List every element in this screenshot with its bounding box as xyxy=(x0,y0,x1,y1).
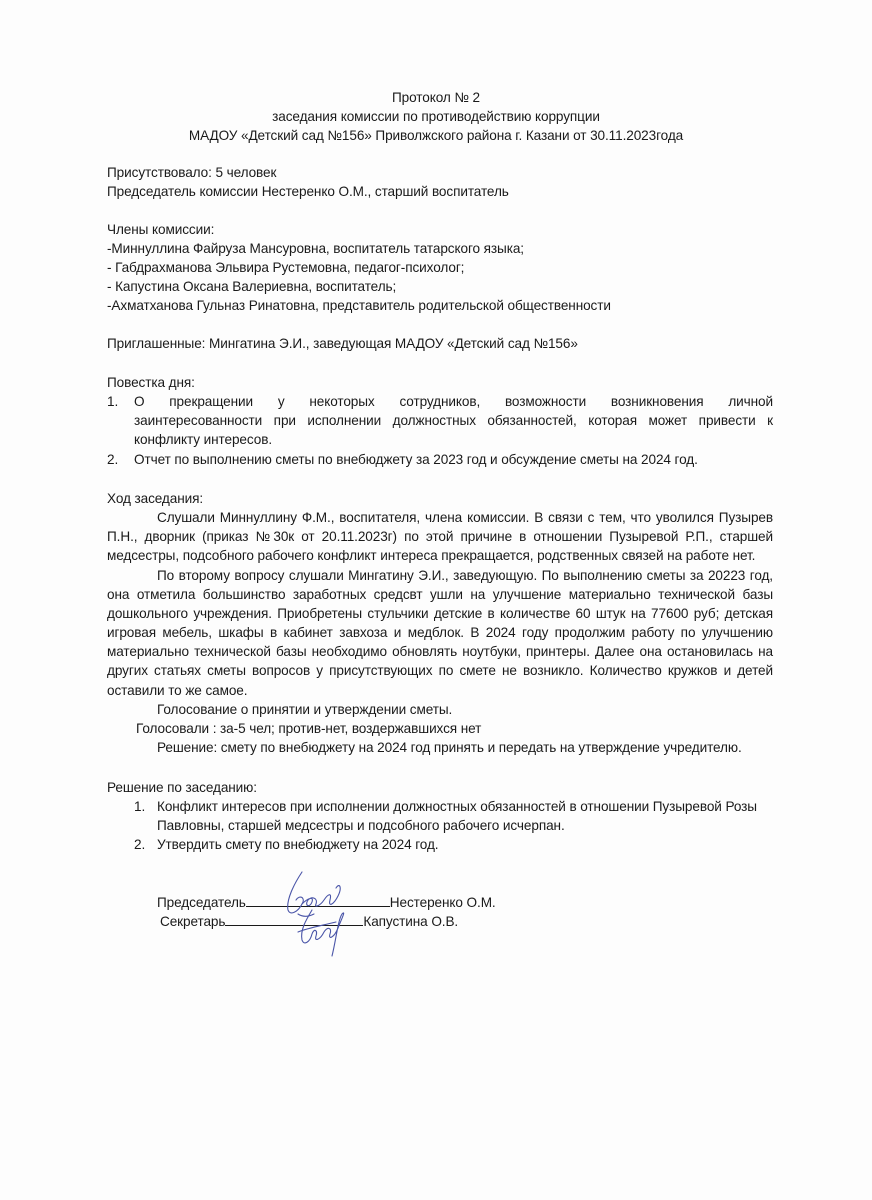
agenda-item-text: Отчет по выполнению сметы по внебюджету за 2023 год и обсуждение сметы на 2024 год. xyxy=(134,452,698,467)
member-item: -Ахматханова Гульназ Ринатовна, представитель родительской общественности xyxy=(107,298,611,313)
present-count: Присутствовало: 5 человек xyxy=(107,165,277,180)
agenda-item-number: 1. xyxy=(107,394,119,409)
member-item: - Габдрахманова Эльвира Рустемовна, педагог-психолог; xyxy=(107,260,465,275)
decision-item-number: 1. xyxy=(134,799,146,814)
proceedings-paragraph: П.Н., дворник (приказ №30к от 20.11.2023г) по этой причине в отношении Пузыревой Р.П., старшей xyxy=(107,529,773,544)
voting-topic: Голосование о принятии и утверждении сметы. xyxy=(157,702,453,717)
proceedings-paragraph: Слушали Миннуллину Ф.М., воспитателя, члена комиссии. В связи с тем, что уволился Пузырев xyxy=(157,510,773,525)
handwritten-signature-icon xyxy=(280,870,360,960)
agenda-item-number: 2. xyxy=(107,452,119,467)
proceedings-paragraph: она отметила большинство заработных средсвт ушли на улучшение материально технической базы xyxy=(107,587,773,602)
chairman-label: Председатель xyxy=(157,895,246,910)
organization-line: МАДОУ «Детский сад №156» Приволжского района г. Казани от 30.11.2023года xyxy=(188,128,684,143)
chairman-name: Нестеренко О.М. xyxy=(389,895,496,910)
proceedings-paragraph: игровая мебель, шкафы в кабинет завхоза и медблок. В 2024 году продолжим работу по улучшению xyxy=(107,625,773,640)
decision-item-text: Павловны, старшей медсестры и подсобного рабочего исчерпан. xyxy=(157,818,565,833)
proceedings-paragraph: По второму вопросу слушали Мингатину Э.И., заведующую. По выполнению сметы за 20223 год, xyxy=(157,568,773,583)
decision-heading: Решение по заседанию: xyxy=(107,780,257,795)
decision-item-text: Утвердить смету по внебюджету на 2024 год. xyxy=(157,837,439,852)
proceedings-paragraph: оставили то же самое. xyxy=(107,683,248,698)
member-item: -Миннуллина Файруза Мансуровна, воспитатель татарского языка; xyxy=(107,241,524,256)
proceedings-paragraph: дошкольного учреждения. Приобретены стульчики детские в количестве 60 штук на 77600 руб; детская xyxy=(107,606,773,621)
proceedings-paragraph: медсестры, подсобного рабочего конфликт интереса прекращается, родственных связей на работе нет. xyxy=(107,548,756,563)
agenda-item-text: О прекращении у некоторых сотрудников, возможности возникновения личной xyxy=(134,394,773,409)
members-heading: Члены комиссии: xyxy=(107,222,215,237)
resolution-line: Решение: смету по внебюджету на 2024 год принять и передать на утверждение учредителю. xyxy=(157,740,742,755)
invited-line: Приглашенные: Мингатина Э.И., заведующая МАДОУ «Детский сад №156» xyxy=(107,336,578,351)
secretary-label: Секретарь xyxy=(160,914,226,929)
agenda-heading: Повестка дня: xyxy=(107,375,195,390)
member-item: - Капустина Оксана Валериевна, воспитатель; xyxy=(107,279,397,294)
decision-item-number: 2. xyxy=(134,837,146,852)
proceedings-paragraph: материально технической базы необходимо обновлять ноутбуки, принтеры. Далее она остановилась на xyxy=(107,644,773,659)
document-subtitle: заседания комиссии по противодействию коррупции xyxy=(272,109,600,124)
proceedings-paragraph: других статьях сметы вопросов у присутствующих по смете не возникло. Количество кружков и детей xyxy=(107,663,773,678)
agenda-item-text: конфликту интересов. xyxy=(134,432,272,447)
agenda-item-text: заинтересованности при исполнении должностных обязанностей, которая может привести к xyxy=(134,413,773,428)
chairman-line: Председатель комиссии Нестеренко О.М., старший воспитатель xyxy=(107,184,509,199)
decision-item-text: Конфликт интересов при исполнении должностных обязанностей в отношении Пузыревой Розы xyxy=(157,799,757,814)
voting-result: Голосовали : за-5 чел; против-нет, воздержавшихся нет xyxy=(136,721,482,736)
proceedings-heading: Ход заседания: xyxy=(107,491,204,506)
secretary-name: Капустина О.В. xyxy=(363,914,459,929)
document-title: Протокол № 2 xyxy=(391,90,480,105)
